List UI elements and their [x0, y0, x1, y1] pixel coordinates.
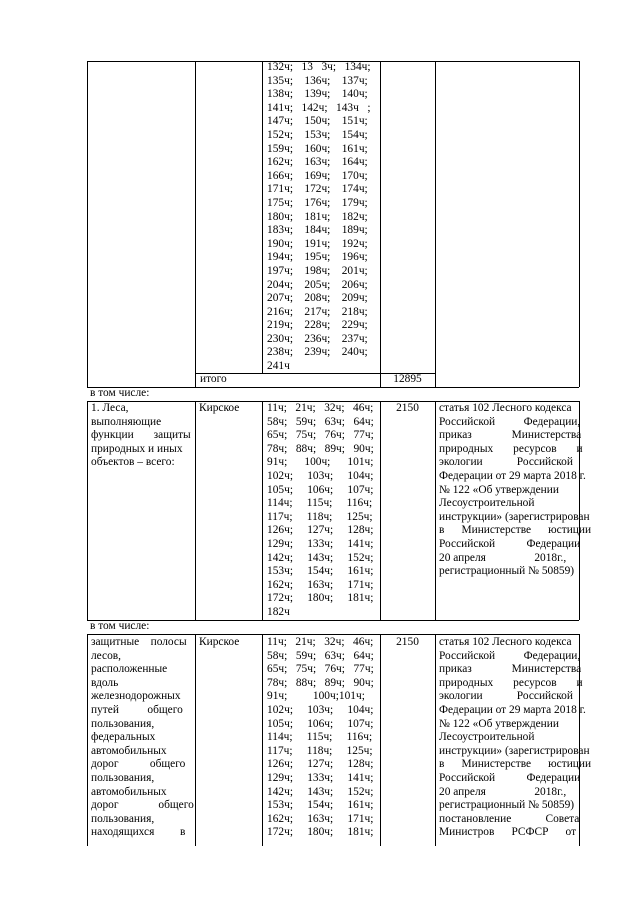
col2-left-border [195, 61, 196, 387]
row2-name: защитные полосы лесов, расположенные вдоль железнодорожных путей общего пользования, федеральных автомобильных дорог общего пользования, автомобильных дорог общего пользования, находящихся в [91, 636, 194, 839]
col2-left-border [195, 401, 196, 620]
row2-quarters-cell [267, 636, 377, 840]
col5-left-border [435, 634, 436, 846]
block1-quarters-cell [267, 61, 377, 374]
including-label-2: в том числе: [90, 620, 150, 632]
row1-basis-cell [439, 402, 592, 579]
row2-basis: статья 102 Лесного кодекса Российской Федерации, приказ Министерства природных ресурсов и экологии Российской Федерации от 29 марта 2018 г. № 122 «Об утверждении Лесоустроительной инструкции» (зарегистрирован в Министерстве юстиции Российской Федерации 20 апреля 2018г., регистрационный № 50859) постановление Совета Министров РСФСР от [439, 636, 592, 839]
row2-basis-cell [439, 636, 592, 840]
including-label: в том числе: [90, 387, 150, 399]
col5-left-border [435, 401, 436, 620]
block1-quarters: 132ч; 13 3ч; 134ч; 135ч; 136ч; 137ч; 138ч; 139ч; 140ч; 141ч; 142ч; 143ч ; 147ч; 150ч; 151ч; 152ч; 153ч; 154ч; 159ч; 160ч; 161ч; 162ч; 163ч; 164ч; 166ч; 169ч; 170ч; 171ч; 172ч; 174ч; 175ч; 176ч; 179ч; 180ч; 181ч; 182ч; 183ч; 184ч; 189ч; 190ч; 191ч; 192ч; 194ч; 195ч; 196ч; 197ч; 198ч; 201ч; 204ч; 205ч; 206ч; 207ч; 208ч; 209ч; 216ч; 217ч; 218ч; 219ч; 228ч; 229ч; 230ч; 236ч; 237ч; 238ч; 239ч; 240ч; 241ч [267, 61, 371, 373]
row1-name: 1. Леса, выполняющие функции защиты природных и иных объектов – всего: [91, 402, 191, 469]
col3-left-border [262, 401, 263, 620]
col4-left-border [380, 61, 381, 387]
row1-basis: статья 102 Лесного кодекса Российской Федерации, приказ Министерства природных ресурсов и экологии Российской Федерации от 29 марта 2018 г. № 122 «Об утверждении Лесоустроительной инструкции» (зарегистрирован в Министерстве юстиции Российской Федерации 20 апреля 2018г., регистрационный № 50859) [439, 402, 592, 578]
row1-quarters: 11ч; 21ч; 32ч; 46ч; 58ч; 59ч; 63ч; 64ч; 65ч; 75ч; 76ч; 77ч; 78ч; 88ч; 89ч; 90ч; 91ч; 100ч; 101ч; 102ч; 103ч; 104ч; 105ч; 106ч; 107ч; 114ч; 115ч; 116ч; 117ч; 118ч; 125ч; 126ч; 127ч; 128ч; 129ч; 133ч; 141ч; 142ч; 143ч; 152ч; 153ч; 154ч; 161ч; 162ч; 163ч; 171ч; 172ч; 180ч; 181ч; 182ч [267, 402, 374, 618]
col4-left-border [380, 401, 381, 620]
row1-quarters-cell [267, 402, 377, 620]
row2-quarters: 11ч; 21ч; 32ч; 46ч; 58ч; 59ч; 63ч; 64ч; 65ч; 75ч; 76ч; 77ч; 78ч; 88ч; 89ч; 90ч; 91ч; 100ч;101ч; 102ч; 103ч; 104ч; 105ч; 106ч; 107ч; 114ч; 115ч; 116ч; 117ч; 118ч; 125ч; 126ч; 127ч; 128ч; 129ч; 133ч; 141ч; 142ч; 143ч; 152ч; 153ч; 154ч; 161ч; 162ч; 163ч; 171ч; 172ч; 180ч; 181ч; [267, 636, 374, 839]
col2-left-border [195, 634, 196, 846]
total-value: 12895 [393, 373, 422, 385]
row2-area: 2150 [396, 636, 419, 648]
including2-row-bottom-border [87, 634, 579, 635]
col1-left-border [87, 61, 88, 387]
col6-right-border [579, 61, 580, 387]
total-label: итого [200, 373, 227, 385]
col5-left-border [435, 61, 436, 387]
col4-left-border [380, 634, 381, 846]
row1-name-cell [91, 402, 192, 470]
row1-area: 2150 [396, 402, 419, 414]
col1-left-border [87, 634, 88, 846]
row1-forestry: Кирское [199, 402, 240, 414]
row2-forestry: Кирское [199, 636, 240, 648]
col3-left-border [262, 634, 263, 846]
col3-left-border [262, 61, 263, 373]
row2-name-cell [91, 636, 192, 840]
col1-left-border [87, 401, 88, 620]
row1-bottom-border [87, 620, 579, 621]
total-row-bottom-border [87, 387, 579, 388]
